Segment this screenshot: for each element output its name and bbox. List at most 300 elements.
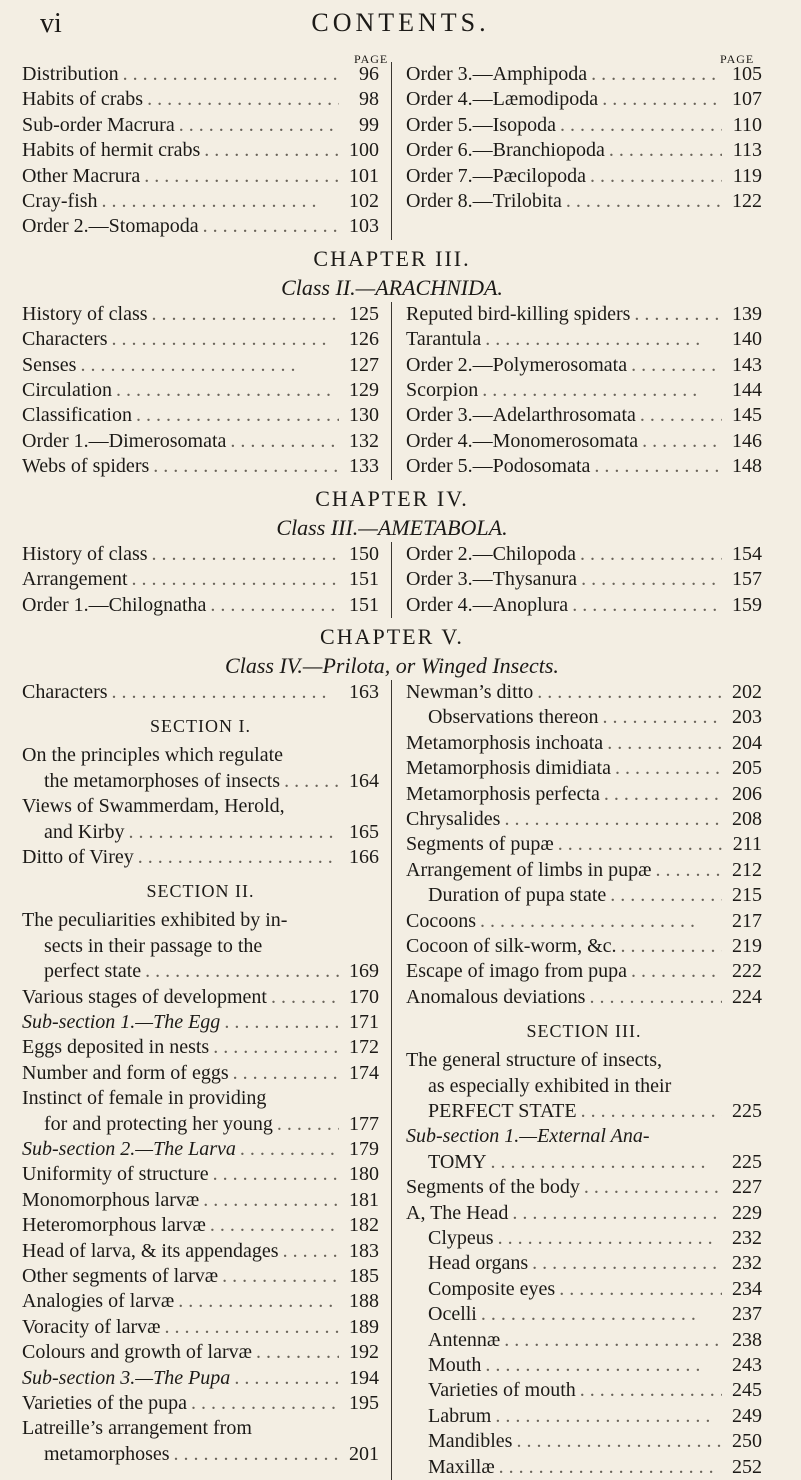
toc-block-1-left [22,62,392,240]
dot-leader [577,1099,722,1124]
toc-entry [22,1264,379,1289]
dot-leader [568,593,722,618]
toc-entry [22,769,379,794]
toc-entry [22,214,379,239]
toc-block-4 [22,680,762,1480]
dot-leader [128,567,339,592]
dot-leader [562,189,722,214]
dot-leader [599,705,722,730]
toc-entry-title: Order 8.—Trilobita [406,190,562,213]
toc-entry-title: The general structure of insects, [406,1049,663,1072]
toc-entry-page: 164 [349,769,379,792]
toc-entry [406,593,762,618]
toc-entry-page: 174 [349,1061,379,1084]
toc-entry-page: 212 [732,858,762,881]
toc-entry [22,62,379,87]
toc-entry-page: 143 [732,353,762,376]
toc-entry-title: Mandibles [428,1430,513,1453]
chapter-3-class: Class II.—ARACHNIDA. [281,274,503,300]
toc-entry-title: Number and form of eggs [22,1061,229,1084]
toc-entry [406,87,762,112]
toc-entry-page: 129 [349,379,379,402]
toc-entry [22,1162,379,1187]
toc-entry-title: Order 3.—Amphipoda [406,63,588,85]
dot-leader [586,164,722,189]
toc-entry-page: 103 [349,215,379,238]
toc-entry-title: Other segments of larvæ [22,1265,219,1288]
toc-entry [406,1251,762,1276]
dot-leader [481,327,722,352]
toc-entry [22,403,379,428]
toc-entry [406,1404,762,1429]
toc-entry [406,113,762,138]
chapter-5-class: Class IV.—Prilota, or Winged Insects. [225,652,559,678]
toc-entry-page: 99 [359,113,379,136]
toc-entry-title: History of class [22,542,148,565]
toc-block-4-left [22,680,392,1480]
toc-entry [22,113,379,138]
toc-entry-page: 211 [732,833,762,856]
toc-entry [22,1416,379,1441]
toc-entry [22,934,379,959]
toc-entry [406,1353,762,1378]
dot-leader [636,403,722,428]
toc-entry-page: 189 [349,1315,379,1338]
toc-entry-title: Head of larva, & its appendages [22,1239,279,1262]
dot-leader [206,593,339,618]
toc-entry-page: 219 [732,934,762,957]
toc-entry [22,1010,379,1035]
toc-entry [406,756,762,781]
toc-entry-page: 222 [732,960,762,983]
toc-entry-title: Order 2.—Stomapoda [22,215,199,238]
toc-entry [406,1277,762,1302]
toc-entry-page: 100 [349,139,379,162]
toc-entry [406,705,762,730]
toc-entry-page: 192 [349,1341,379,1364]
toc-entry-characters: Characters . . 163 [22,680,379,705]
toc-entry-title: Circulation [22,379,112,402]
dot-leader [187,1391,339,1416]
toc-entry-title: Sub-section 1.—External Ana- [406,1125,650,1148]
toc-entry-page: 217 [732,909,762,932]
dot-leader [600,782,722,807]
toc-entry [22,1289,379,1314]
toc-entry-title: Colours and growth of larvæ [22,1341,252,1364]
toc-entry [22,593,379,618]
toc-entry-title: Chrysalides [406,807,501,830]
toc-entry-page: 132 [349,429,379,452]
toc-entry-page: 148 [732,455,762,478]
toc-entry-title: The peculiarities exhibited by in- [22,909,288,932]
toc-entry-title: Voracity of larvæ [22,1315,161,1338]
toc-entry-page: 139 [732,302,762,325]
toc-entry-title: Order 5.—Podosomata [406,455,591,478]
toc-entry-title: Order 4.—Læmodipoda [406,88,599,111]
dot-leader [627,959,722,984]
toc-entry-page: 203 [732,706,762,729]
toc-entry-title: Anomalous deviations [406,985,586,1008]
toc-entry-title: Other Macrura [22,164,141,187]
toc-entry [22,138,379,163]
toc-entry-title: Instinct of female in providing [22,1087,267,1110]
toc-entry-title: Segments of pupæ [406,833,554,856]
toc-entry-page: 208 [732,807,762,830]
toc-block-3 [22,542,762,618]
dot-leader [598,87,722,112]
dot-leader [627,353,722,378]
toc-entry-title: Analogies of larvæ [22,1290,175,1313]
toc-entry [22,454,379,479]
dot-leader [280,769,339,794]
toc-entry [406,1074,762,1099]
section-1-heading: SECTION I. [150,716,251,737]
toc-entry [22,429,379,454]
dot-leader [199,1188,339,1213]
toc-entry-title: Escape of imago from pupa [406,960,628,983]
dot-leader [494,1226,722,1251]
toc-entry-title: Clypeus [428,1227,494,1250]
table-of-contents [22,62,762,1480]
toc-entry-title: Arrangement of limbs in pupæ [406,858,652,881]
dot-leader [220,1010,339,1035]
dot-leader [554,832,722,857]
toc-entry-page: 172 [349,1036,379,1059]
toc-entry-page: 166 [349,845,379,868]
toc-entry-title: Newman’s ditto [406,680,534,703]
toc-entry [406,1378,762,1403]
toc-entry [406,138,762,163]
toc-block-1 [22,62,762,240]
dot-leader [226,429,339,454]
toc-entry-title: for and protecting her young [44,1112,273,1135]
toc-entry [406,542,762,567]
toc-entry [406,327,762,352]
toc-entry [406,378,762,403]
toc-entry-title: Heteromorphous larvæ [22,1214,206,1237]
toc-entry-title: metamorphoses [44,1442,170,1465]
chapter-4-class: Class III.—AMETABOLA. [276,514,508,540]
toc-entry [22,327,379,352]
toc-entry [22,794,379,819]
toc-entry [22,1137,379,1162]
toc-entry [406,934,762,959]
dot-leader [236,1137,339,1162]
toc-entry [22,820,379,845]
toc-entry-title: TOMY [428,1150,487,1173]
toc-entry-title: the metamorphoses of insects [44,769,281,792]
toc-entry [406,1099,762,1124]
toc-entry [22,1035,379,1060]
toc-entry [22,567,379,592]
section-1-list [22,743,379,870]
dot-leader [512,1429,722,1454]
toc-entry-page: 180 [349,1163,379,1186]
page-label-left: PAGE [354,52,389,66]
toc-block-4-right [392,680,762,1480]
toc-entry [22,1061,379,1086]
page-header [0,8,801,48]
toc-entry-title: Order 4.—Monomerosomata [406,429,639,452]
toc-entry [406,807,762,832]
toc-entry-page: 105 [732,63,762,85]
dot-leader [478,378,722,403]
toc-entry [22,985,379,1010]
toc-entry-page: 154 [732,542,762,565]
toc-entry-page: 194 [349,1366,379,1389]
toc-entry [22,1239,379,1264]
toc-block-3-left [22,542,392,618]
toc-entry-title: History of class [22,302,148,325]
toc-entry-page: 243 [732,1354,762,1377]
chapter-5-heading: CHAPTER V. [320,623,464,649]
toc-entry-title: PERFECT STATE [428,1100,577,1122]
dot-leader [108,327,339,352]
toc-entry-page: 232 [732,1227,762,1250]
toc-entry-page: 125 [349,302,379,325]
dot-leader [576,1378,722,1403]
dot-leader [617,934,722,959]
toc-entry-title: Head organs [428,1252,529,1275]
dot-leader [556,113,722,138]
toc-entry-title: Arrangement [22,568,128,591]
toc-entry-page: 110 [732,113,762,136]
toc-entry [406,1124,762,1149]
toc-entry-title: Sub-section 3.—The Pupa [22,1366,231,1389]
toc-entry [406,1175,762,1200]
toc-entry-title: Composite eyes [428,1277,556,1300]
toc-entry [22,1366,379,1391]
toc-entry-page: 215 [732,884,762,907]
toc-entry [406,189,762,214]
dot-leader [252,1340,339,1365]
toc-entry-title: Antennæ [428,1328,501,1351]
section-2-cont-list [406,680,762,1010]
dot-leader [491,1404,722,1429]
toc-entry [22,189,379,214]
toc-entry-title: Metamorphosis dimidiata [406,757,611,780]
toc-entry-title: Order 4.—Anoplura [406,593,569,616]
toc-entry-title: Habits of crabs [22,88,144,111]
toc-entry-page: 252 [732,1455,762,1478]
toc-entry-page: 185 [349,1265,379,1288]
toc-entry-title: Habits of hermit crabs [22,139,201,162]
toc-entry-title: Labrum [428,1404,492,1427]
toc-entry-page: 145 [732,404,762,427]
toc-entry [406,353,762,378]
dot-leader [611,756,722,781]
dot-leader [141,959,339,984]
dot-leader [273,1112,339,1137]
toc-entry-page: 107 [732,88,762,111]
toc-entry-page: 102 [349,190,379,213]
toc-entry [406,1455,762,1480]
toc-entry [406,1302,762,1327]
toc-entry-page: 206 [732,782,762,805]
toc-entry [22,542,379,567]
toc-entry-title: Cocoon of silk-worm, &c. [406,934,617,957]
toc-entry-page: 245 [732,1379,762,1402]
toc-entry-page: 195 [349,1392,379,1415]
toc-entry-title: Classification [22,404,132,427]
toc-entry [406,1328,762,1353]
toc-entry-title: On the principles which regulate [22,744,284,767]
dot-leader [200,138,339,163]
toc-entry-title: Eggs deposited in nests [22,1036,210,1059]
toc-entry [406,858,762,883]
toc-entry-page: 122 [732,190,762,213]
toc-block-3-right [392,542,762,618]
dot-leader [638,429,722,454]
toc-entry [406,429,762,454]
toc-entry-page: 202 [732,680,762,703]
toc-entry [22,353,379,378]
toc-entry-page: 119 [732,164,762,187]
toc-entry-title: Scorpion [406,379,479,402]
toc-entry-title: Order 3.—Adelarthrosomata [406,404,636,427]
dot-leader [230,1366,339,1391]
toc-entry-title: Order 6.—Branchiopoda [406,139,605,162]
toc-entry-page: 170 [349,985,379,1008]
toc-entry-title: A, The Head [406,1201,509,1224]
toc-entry-page: 151 [349,568,379,591]
toc-block-2-left [22,302,392,480]
toc-entry-page: 151 [349,593,379,616]
toc-entry [22,164,379,189]
toc-entry-title: Characters [22,328,108,351]
dot-leader [580,1175,722,1200]
toc-entry-page: 234 [732,1277,762,1300]
toc-entry [406,1226,762,1251]
toc-entry-title: Sub-order Macrura [22,113,175,136]
dot-leader [605,138,722,163]
page-number: vi [40,8,62,39]
dot-leader [508,1201,722,1226]
toc-entry-title: Senses [22,353,77,376]
dot-leader [555,1277,722,1302]
running-title: CONTENTS. [311,8,490,37]
dot-leader [175,113,339,138]
toc-entry-page: 249 [732,1404,762,1427]
toc-entry [406,403,762,428]
toc-entry-page: 179 [349,1138,379,1160]
dot-leader [132,403,339,428]
toc-entry-page: 205 [732,757,762,780]
toc-entry-title: and Kirby [44,820,125,843]
toc-entry [22,378,379,403]
toc-entry-page: 225 [732,1150,762,1173]
toc-entry [406,164,762,189]
toc-entry [406,959,762,984]
dot-leader [125,820,339,845]
toc-entry [406,731,762,756]
section-3-list [406,1048,762,1480]
dot-leader [218,1264,339,1289]
toc-entry-title: Observations thereon [428,706,599,729]
toc-entry-page: 237 [732,1303,762,1326]
toc-entry-title: Tarantula [406,328,482,351]
dot-leader [209,1035,339,1060]
dot-leader [481,1353,722,1378]
dot-leader [500,1328,722,1353]
dot-leader [206,1213,339,1238]
section-2-heading: SECTION II. [146,881,255,902]
dot-leader [161,1315,340,1340]
toc-entry [406,909,762,934]
toc-entry-title: Cocoons [406,909,476,932]
dot-leader [229,1061,339,1086]
dot-leader [528,1251,722,1276]
toc-entry-page: 150 [349,542,379,565]
toc-entry-title: Monomorphous larvæ [22,1188,200,1211]
toc-entry-title: Sub-section 2.—The Larva [22,1138,236,1160]
section-3-heading: SECTION III. [526,1021,642,1042]
toc-entry [22,302,379,327]
toc-entry-page: 101 [349,164,379,187]
toc-entry-title: Ditto of Virey [22,845,134,868]
toc-entry-title: sects in their passage to the [44,934,263,957]
chapter-3-heading: CHAPTER III. [313,245,471,271]
toc-entry-title: Reputed bird-killing spiders [406,302,631,325]
dot-leader [585,985,722,1010]
section-2-list [22,908,379,1467]
toc-entry-page: 140 [732,328,762,351]
toc-entry-page: 165 [349,820,379,843]
toc-entry [406,782,762,807]
toc-entry-page: 177 [349,1112,379,1135]
dot-leader [652,858,722,883]
toc-entry [406,302,762,327]
dot-leader [148,302,339,327]
dot-leader [279,1239,339,1264]
toc-entry-title: Sub-section 1.—The Egg [22,1010,221,1033]
toc-entry [406,1150,762,1175]
toc-entry [22,1391,379,1416]
dot-leader [174,1289,339,1314]
toc-entry [406,832,762,857]
toc-entry-title: Distribution [22,63,119,85]
toc-entry [22,1112,379,1137]
toc-entry-page: 146 [732,429,762,452]
toc-entry-title: Maxillæ [428,1455,495,1478]
toc-entry-title: Order 7.—Pæcilopoda [406,164,586,187]
toc-entry-title: perfect state [44,960,142,983]
toc-entry [22,1188,379,1213]
toc-entry-title: Metamorphosis perfecta [406,782,600,805]
toc-block-1-right [392,62,762,240]
toc-entry-page: 201 [349,1442,379,1465]
toc-block-2 [22,302,762,480]
dot-leader [149,454,339,479]
toc-entry [406,62,762,87]
toc-entry [406,454,762,479]
toc-entry-title: Order 2.—Chilopoda [406,542,576,565]
dot-leader [487,1150,722,1175]
dot-leader [495,1455,722,1480]
toc-entry-page: 127 [349,353,379,376]
toc-entry-page: 171 [349,1010,379,1033]
dot-leader [533,680,722,705]
dot-leader [209,1162,339,1187]
dot-leader [112,378,339,403]
toc-entry-title: Webs of spiders [22,455,150,478]
toc-entry-page: 224 [732,985,762,1008]
toc-entry-page: 182 [349,1214,379,1237]
toc-entry-page: 181 [349,1188,379,1211]
toc-entry-title: Cray-fish [22,190,98,213]
toc-entry [22,908,379,933]
toc-entry-page: 232 [732,1252,762,1275]
